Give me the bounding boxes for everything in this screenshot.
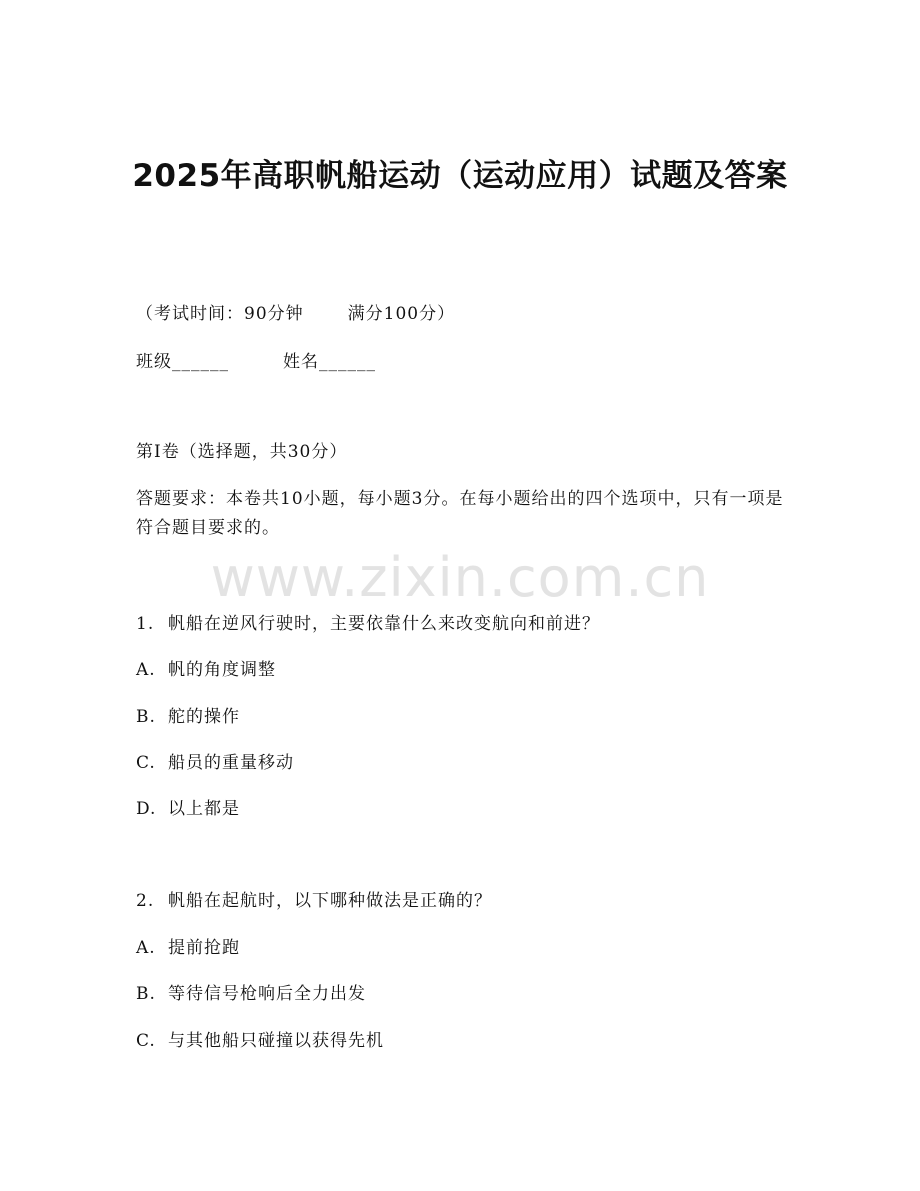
student-fields bbox=[136, 350, 376, 374]
option-label: B. bbox=[136, 707, 156, 727]
option-text: 提前抢跑 bbox=[168, 938, 240, 958]
option-text: 帆的角度调整 bbox=[168, 660, 276, 680]
q1-option-d bbox=[136, 797, 240, 821]
question-2 bbox=[136, 889, 492, 913]
q1-option-b bbox=[136, 705, 240, 729]
instructions: 答题要求：本卷共10小题，每小题3分。在每小题给出的四个选项中，只有一项是符合题目要求的。 bbox=[136, 489, 784, 538]
option-text: 船员的重量移动 bbox=[168, 753, 294, 773]
question-text: 帆船在起航时，以下哪种做法是正确的？ bbox=[168, 891, 492, 911]
option-label: A. bbox=[136, 938, 156, 958]
q2-option-c bbox=[136, 1029, 384, 1053]
question-number: 2. bbox=[136, 891, 155, 911]
option-text: 以上都是 bbox=[168, 799, 240, 819]
option-text: 与其他船只碰撞以获得先机 bbox=[168, 1031, 384, 1051]
exam-time: （考试时间：90分钟 bbox=[136, 304, 304, 324]
question-1 bbox=[136, 612, 600, 636]
option-label: C. bbox=[136, 1031, 156, 1051]
question-text: 帆船在逆风行驶时，主要依靠什么来改变航向和前进？ bbox=[168, 614, 600, 634]
exam-info bbox=[136, 302, 455, 326]
exam-full-score: 满分100分） bbox=[347, 304, 456, 324]
name-field: 姓名______ bbox=[283, 352, 376, 372]
class-field: 班级______ bbox=[136, 352, 229, 372]
q2-option-b bbox=[136, 982, 366, 1006]
watermark: www.zixin.com.cn bbox=[210, 546, 710, 609]
q1-option-c bbox=[136, 751, 294, 775]
option-text: 舵的操作 bbox=[168, 707, 240, 727]
option-label: D. bbox=[136, 799, 157, 819]
option-label: B. bbox=[136, 984, 156, 1004]
option-text: 等待信号枪响后全力出发 bbox=[168, 984, 366, 1004]
page-title: 2025年高职帆船运动（运动应用）试题及答案 bbox=[132, 158, 788, 194]
question-number: 1. bbox=[136, 614, 155, 634]
q1-option-a bbox=[136, 658, 276, 682]
option-label: C. bbox=[136, 753, 156, 773]
q2-option-a bbox=[136, 936, 240, 960]
option-label: A. bbox=[136, 660, 156, 680]
section-heading: 第I卷（选择题，共30分） bbox=[136, 442, 348, 462]
